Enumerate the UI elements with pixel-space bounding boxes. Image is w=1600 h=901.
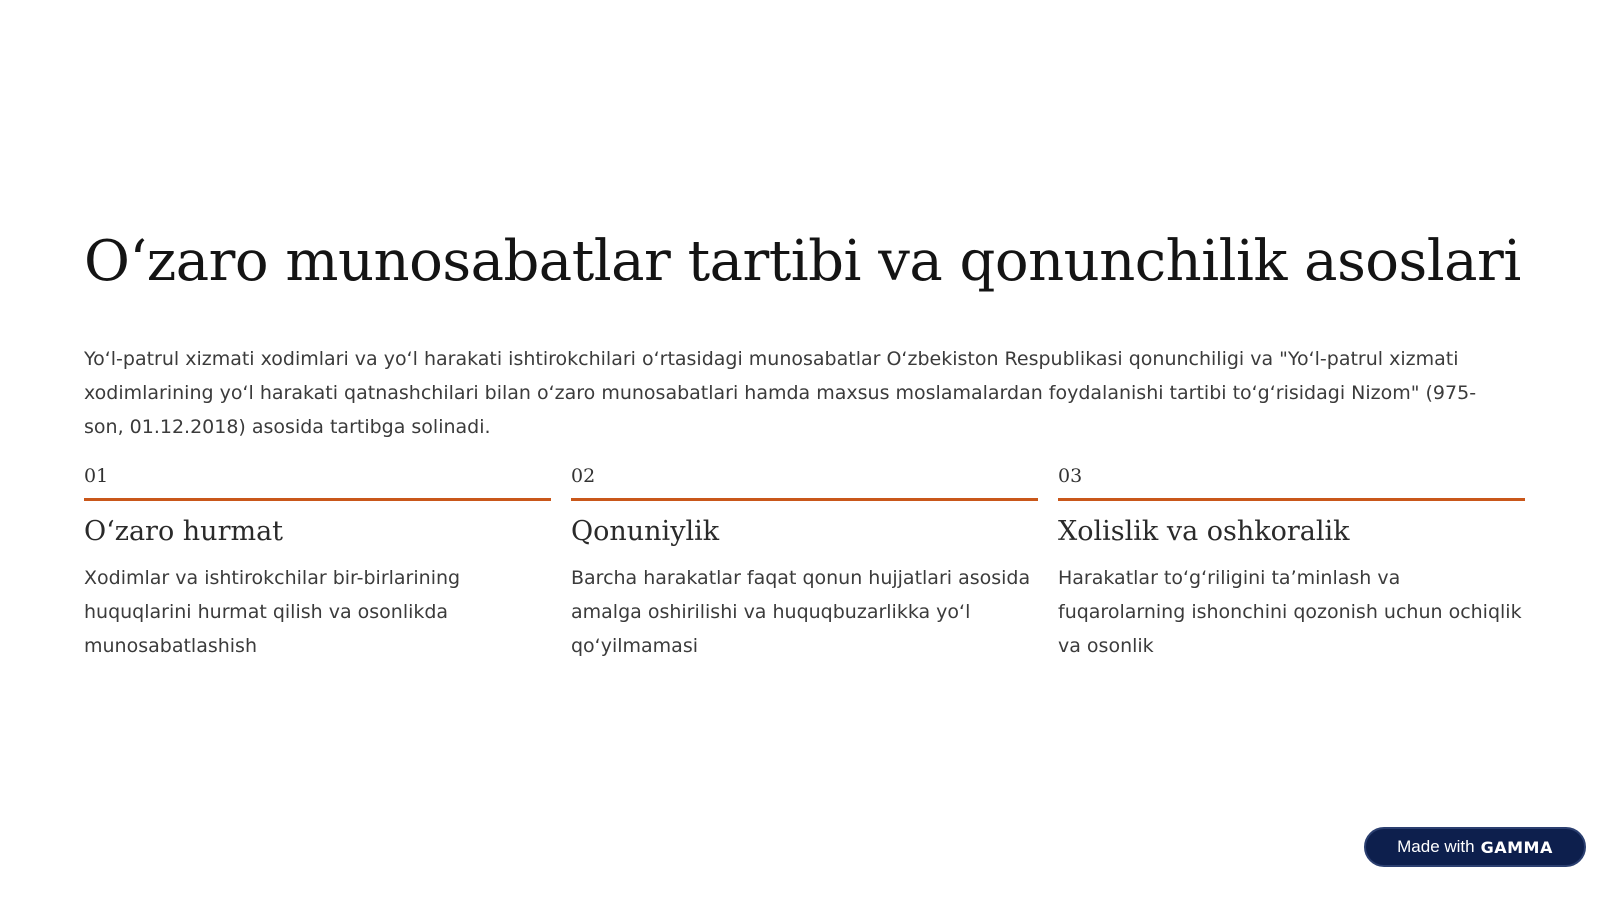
intro-paragraph: Yo‘l-patrul xizmati xodimlari va yo‘l harakati ishtirokchilari o‘rtasidagi munosabatlar O‘zbekiston Respublikasi qonunchiligi va "Yo‘l-patrul xizmati xodimlarining yo‘l harakati qatnashchilari bilan o‘zaro munosabatlari hamda maxsus moslamalardan foydalanishi tartibi to‘g‘risidagi Nizom" (975-son, 01.12.2018) asosida tartibga solinadi. — [84, 348, 1477, 438]
principles-list — [84, 464, 1526, 663]
principle-title: O‘zaro hurmat — [84, 516, 284, 547]
badge-prefix: Made with — [1397, 837, 1475, 856]
principle-number: 01 — [84, 464, 551, 501]
principle-number: 03 — [1058, 464, 1525, 501]
principle-description: Harakatlar to‘g‘riligini ta’minlash va fuqarolarning ishonchini qozonish uchun ochiqlik va osonlik — [1058, 567, 1522, 657]
slide-content — [84, 228, 1526, 657]
principle-title: Qonuniylik — [571, 516, 720, 547]
principle-card-1 — [84, 464, 551, 663]
made-with-gamma-badge[interactable] — [1364, 827, 1586, 867]
gamma-logo: GAMMA — [1480, 837, 1553, 857]
principle-number: 02 — [571, 464, 1038, 501]
principle-card-2 — [571, 464, 1038, 663]
page-title: O‘zaro munosabatlar tartibi va qonunchilik asoslari — [84, 229, 1521, 294]
principle-title: Xolislik va oshkoralik — [1058, 516, 1350, 547]
principle-description: Xodimlar va ishtirokchilar bir-birlarining huquqlarini hurmat qilish va osonlikda munosabatlashish — [84, 567, 461, 657]
principle-description: Barcha harakatlar faqat qonun hujjatlari asosida amalga oshirilishi va huquqbuzarlikka yo‘l qo‘yilmamasi — [571, 567, 1031, 657]
principle-card-3 — [1058, 464, 1525, 663]
